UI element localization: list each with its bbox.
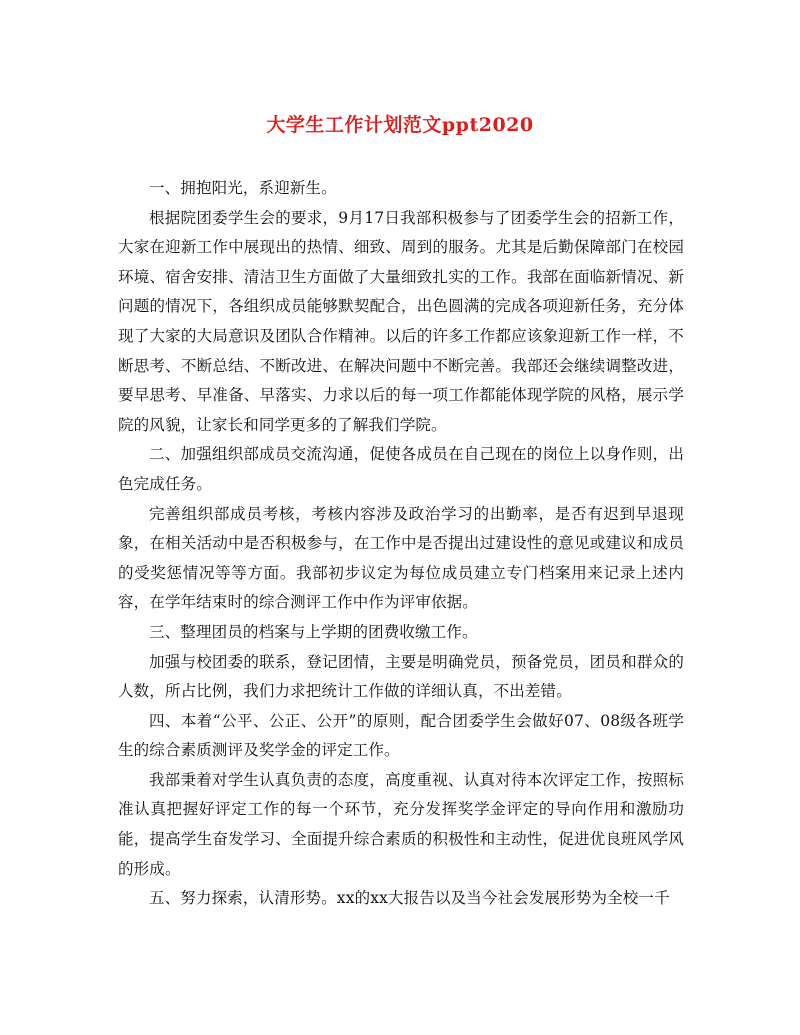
section-heading-2: 二、加强组织部成员交流沟通，促使各成员在自己现在的岗位上以身作则，出色完成任务。 [118,445,684,493]
section-heading-4: 四、本着“公平、公正、公开”的原则，配合团委学生会做好07、08级各班学生的综合素质测评及奖学金的评定工作。 [118,711,684,760]
paragraph: 根据院团委学生会的要求，9月17日我部积极参与了团委学生会的招新工作，大家在迎新工作中展现出的热情、细致、周到的服务。尤其是后勤保障部门在校园环境、宿舍安排、清洁卫生方面做了大量细致扎实的工作。我部在面临新情况、新问题的情况下，各组织成员能够默契配合，出色圆满的完成各项迎新任务，充分体现了大家的大局意识及团队合作精神。以后的许多工作都应该象迎新工作一样，不断思考、不断总结、不断改进、在解决问题中不断完善。我部还会继续调整改进，要早思考、早准备、早落实、力求以后的每一项工作都能体现学院的风格，展示学院的风貌，让家长和同学更多的了解我们学院。 [118,208,684,434]
section-heading-5: 五、努力探索，认清形势。xx的xx大报告以及当今社会发展形势为全校一千 [149,889,670,908]
document-title: 大学生工作计划范文ppt2020 [266,114,534,136]
section-heading-3: 三、整理团员的档案与上学期的团费收缴工作。 [149,622,478,641]
section-heading-1: 一、拥抱阳光，系迎新生。 [149,179,337,197]
paragraph: 加强与校团委的联系，登记团情，主要是明确党员，预备党员，团员和群众的人数，所占比例，我们力求把统计工作做的详细认真，不出差错。 [118,652,684,701]
document-body [118,174,684,914]
paragraph: 我部秉着对学生认真负责的态度，高度重视、认真对待本次评定工作，按照标准认真把握好评定工作的每一个环节，充分发挥奖学金评定的导向作用和激励功能，提高学生奋发学习、全面提升综合素质的积极性和主动性，促进优良班风学风的形成。 [118,770,684,878]
paragraph: 完善组织部成员考核，考核内容涉及政治学习的出勤率，是否有迟到早退现象，在相关活动中是否积极参与，在工作中是否提出过建设性的意见或建议和成员的受奖惩情况等等方面。我部初步议定为每位成员建立专门档案用来记录上述内容，在学年结束时的综合测评工作中作为评审依据。 [118,504,684,612]
